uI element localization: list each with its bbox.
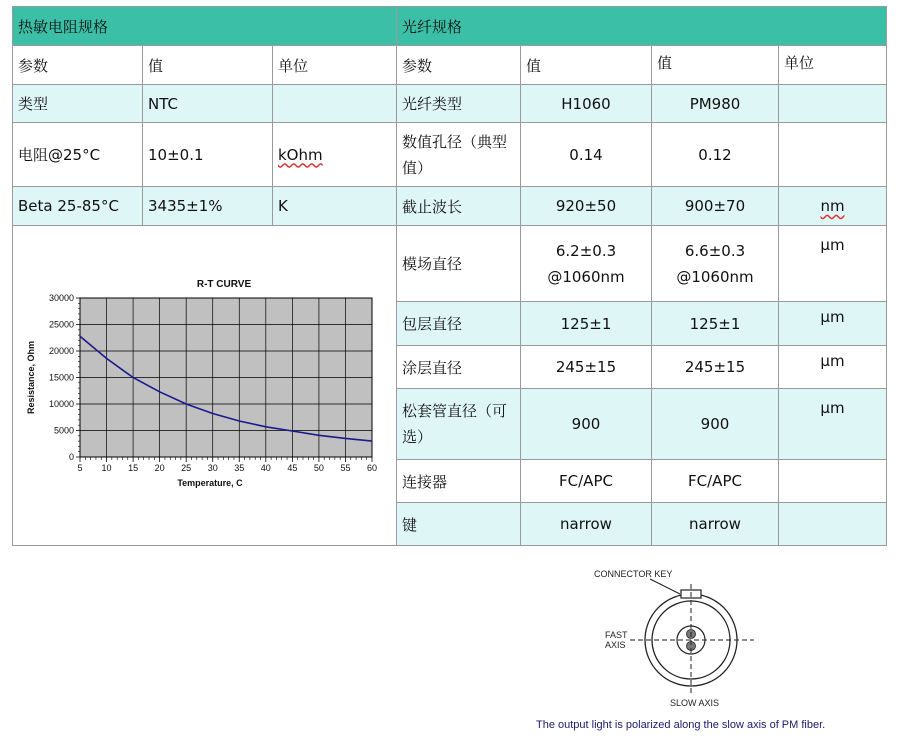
x-axis-label: Temperature, C xyxy=(177,478,243,488)
fiber-row-loose-tube-diameter-v1: 900 xyxy=(520,388,652,460)
x-tick-label: 50 xyxy=(313,463,324,473)
fast-axis-label: FAST xyxy=(605,630,628,640)
fiber-row-numerical-aperture-unit xyxy=(778,122,887,187)
thermistor-row-resistance-unit: kOhm xyxy=(272,122,397,187)
fiber-row-mode-field-diameter-param: 模场直径 xyxy=(396,225,521,302)
fiber-col-value1: 值 xyxy=(520,45,652,85)
x-tick-label: 20 xyxy=(154,463,165,473)
thermistor-row-beta-unit: K xyxy=(272,186,397,226)
fiber-row-key-v2: narrow xyxy=(651,502,779,546)
y-tick-label: 25000 xyxy=(48,319,74,330)
fiber-row-fiber-type-v1: H1060 xyxy=(520,84,652,123)
fiber-row-cladding-diameter-v2: 125±1 xyxy=(651,301,779,346)
x-tick-label: 40 xyxy=(260,463,271,473)
fiber-row-coating-diameter-v2: 245±15 xyxy=(651,345,779,389)
fiber-row-key-unit xyxy=(778,502,887,546)
fiber-row-cutoff-wavelength-unit: nm xyxy=(778,186,887,226)
fiber-row-cladding-diameter-param: 包层直径 xyxy=(396,301,521,346)
thermistor-col-unit: 单位 xyxy=(272,45,397,85)
fiber-row-connector-param: 连接器 xyxy=(396,459,521,503)
fiber-row-coating-diameter-unit: µm xyxy=(778,345,887,389)
fiber-row-numerical-aperture-param: 数值孔径（典型值） xyxy=(396,122,521,187)
fiber-row-cladding-diameter-unit: µm xyxy=(778,301,887,346)
y-tick-label: 15000 xyxy=(48,372,74,383)
x-tick-label: 45 xyxy=(287,463,298,473)
x-tick-label: 5 xyxy=(77,463,83,473)
fiber-row-cutoff-wavelength-v2: 900±70 xyxy=(651,186,779,226)
fiber-header-text: 光纤规格 xyxy=(402,17,463,36)
fiber-row-key-v1: narrow xyxy=(520,502,652,546)
rt-curve-chart xyxy=(14,270,384,500)
x-tick-label: 15 xyxy=(128,463,139,473)
y-tick-label: 20000 xyxy=(48,346,74,356)
x-tick-label: 55 xyxy=(340,463,351,473)
thermistor-header-text: 热敏电阻规格 xyxy=(18,17,109,36)
y-axis-label: Resistance, Ohm xyxy=(26,340,36,415)
fast-axis-label-2: AXIS xyxy=(605,640,626,650)
x-tick-label: 10 xyxy=(101,463,112,473)
y-tick-label: 5000 xyxy=(53,425,74,436)
x-tick-label: 35 xyxy=(234,463,245,473)
fiber-row-connector-v2: FC/APC xyxy=(651,459,779,503)
thermistor-row-beta-param: Beta 25-85°C xyxy=(12,186,143,226)
fiber-row-fiber-type-param: 光纤类型 xyxy=(396,84,521,123)
y-tick-label: 30000 xyxy=(48,293,74,303)
connector-key-leader xyxy=(650,579,680,594)
thermistor-header xyxy=(12,6,397,46)
fiber-row-fiber-type-unit xyxy=(778,84,887,123)
fiber-row-loose-tube-diameter-v2: 900 xyxy=(651,388,779,460)
slow-axis-label: SLOW AXIS xyxy=(670,698,720,708)
thermistor-col-param: 参数 xyxy=(12,45,143,85)
diagram-caption: The output light is polarized along the slow axis of PM fiber. xyxy=(536,719,826,731)
fiber-row-mode-field-diameter-unit: µm xyxy=(778,225,887,302)
fiber-col-param: 参数 xyxy=(396,45,521,85)
fiber-row-connector-unit xyxy=(778,459,887,503)
fiber-row-loose-tube-diameter-unit: µm xyxy=(778,388,887,460)
fiber-row-coating-diameter-param: 涂层直径 xyxy=(396,345,521,389)
fiber-row-cutoff-wavelength-v1: 920±50 xyxy=(520,186,652,226)
fiber-row-numerical-aperture-v1: 0.14 xyxy=(520,122,652,187)
fiber-col-value2: 值 xyxy=(651,45,779,85)
fiber-row-numerical-aperture-v2: 0.12 xyxy=(651,122,779,187)
fiber-row-connector-v1: FC/APC xyxy=(520,459,652,503)
y-tick-label: 0 xyxy=(68,452,74,462)
chart-title: R-T CURVE xyxy=(196,279,252,290)
y-tick-label: 10000 xyxy=(48,399,74,409)
x-tick-label: 25 xyxy=(181,463,192,473)
fiber-col-unit: 单位 xyxy=(778,45,887,85)
fiber-row-mode-field-diameter-v2: 6.6±0.3 @1060nm xyxy=(651,225,779,302)
thermistor-row-beta-value: 3435±1% xyxy=(142,186,273,226)
pm-fiber-connector-diagram xyxy=(530,560,890,745)
fiber-row-cutoff-wavelength-param: 截止波长 xyxy=(396,186,521,226)
thermistor-row-type-param: 类型 xyxy=(12,84,143,123)
fiber-row-coating-diameter-v1: 245±15 xyxy=(520,345,652,389)
thermistor-row-type-unit xyxy=(272,84,397,123)
thermistor-col-value: 值 xyxy=(142,45,273,85)
thermistor-row-resistance-param: 电阻@25°C xyxy=(12,122,143,187)
x-tick-label: 30 xyxy=(207,463,218,473)
fiber-row-key-param: 键 xyxy=(396,502,521,546)
fiber-row-loose-tube-diameter-param: 松套管直径（可选） xyxy=(396,388,521,460)
connector-key-label: CONNECTOR KEY xyxy=(594,569,673,579)
x-tick-label: 60 xyxy=(366,463,378,473)
fiber-row-cladding-diameter-v1: 125±1 xyxy=(520,301,652,346)
fiber-row-fiber-type-v2: PM980 xyxy=(651,84,779,123)
fiber-row-mode-field-diameter-v1: 6.2±0.3 @1060nm xyxy=(520,225,652,302)
thermistor-row-resistance-value: 10±0.1 xyxy=(142,122,273,187)
thermistor-row-type-value: NTC xyxy=(142,84,273,123)
fiber-header xyxy=(396,6,887,46)
